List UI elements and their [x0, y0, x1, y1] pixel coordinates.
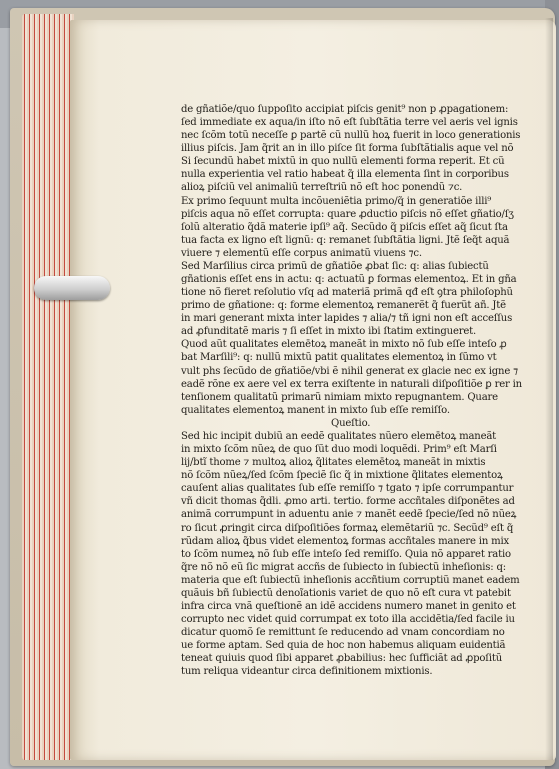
text-line: Sed hic incipit dubiũ an eedẽ qualitates nũero elemētoꝝ maneãt	[181, 430, 497, 442]
text-line: nec ſcõm totũ neceſſe ꝑ partẽ cũ nullũ hoꝝ fuerit in loco generationis	[181, 130, 521, 142]
metal-clip	[34, 276, 110, 300]
text-line: ſed immediate ex aqua/in iſto nõ eſt ſubſtãtia terre vel aeris vel ignis	[181, 117, 518, 129]
text-line: Quod aũt qualitates elemētoꝝ maneãt in mixto nõ ſub eſſe inteſo ꝓ	[181, 339, 507, 351]
text-line: nõ ſcõm nũeꝝ/ſed ſcõm ſpeciẽ ſic q̃ in mixtione q̃litates elementoꝝ	[181, 470, 503, 482]
text-line: ro ſicut ꝓringit circa diſpoſitiões formaꝝ elemẽtariũ ⁊c. Secũd⁹ eſt q̃	[181, 522, 514, 534]
section-heading: Queſtio.	[331, 417, 371, 429]
text-line: tua facta ex ligno eſt lignũ: q: remanet ſubſtãtia ligni. Jtẽ ſeq̃t aquã	[181, 234, 510, 246]
text-line: tenſionem qualitatũ primarũ nimiam mixto repugnantem. Quare	[181, 391, 498, 403]
text-line: bat Marſili⁹: q: nullũ mixtũ patit qualitates elementoꝝ in ſũmo vt	[181, 352, 497, 364]
text-line: dicatur quomõ ſe remittunt ſe reducendo ad vnam concordiam no	[181, 627, 505, 639]
text-line: Sed Marſilius circa primũ de gñatiõe ꝓbat ſic: q: alias ſubiectũ	[181, 260, 489, 272]
text-line: cauſent alias qualitates ſub eſſe remiſſo ⁊ tgato ⁊ ipſe corrumpantur	[181, 483, 514, 495]
text-line: in mixto ſcõm nũeꝝ de quo ſũt duo modi loquẽdi. Prim⁹ eſt Marſi	[181, 444, 497, 456]
text-line: vñ dicit thomas q̃dli. ꝓmo arti. tertio. forme accñtales diſponẽtes ad	[181, 496, 515, 508]
text-line: tum reliqua videantur circa definitionem mixtionis.	[181, 666, 433, 678]
text-line: Si ſecundũ habet mixtũ in quo nullũ elementi forma reperit. Et cũ	[181, 156, 505, 168]
text-line: ad ꝓfunditatẽ maris ⁊ ſi eſſet in mixto ibi ſtatim extingueret.	[181, 326, 476, 338]
text-line: ue forme aptam. Sed quia de hoc non habemus aliquam euidentiã	[181, 640, 506, 652]
text-line: ſolũ alteratio q̃dã materie ipſi⁹ aq̃. Secũdo q̃ piſcis eſſet aq̃ ſicut ſta	[181, 221, 508, 233]
text-line: eadẽ rõne ex aere vel ex terra exiſtente in naturali diſpoſitiõe ꝑ rer in	[181, 378, 522, 390]
page-edges	[22, 14, 74, 760]
text-line: illius piſcis. Jam q̃rit an in illo piſce ſit forma ſubſtãtialis aque vel nõ	[181, 143, 514, 155]
text-line: rũdam alioꝝ q̃bus videt elementoꝝ formas accñtales manere in mix	[181, 535, 510, 547]
text-line: gñationis eſſet ens in actu: q: actuatũ ꝑ formas elementoꝝ. Et in gña	[181, 274, 517, 286]
text-line: de gñatiõe/quo ſuppoſito accipiat piſcis genit⁹ non p ꝓpagationem:	[181, 104, 509, 115]
text-line: materia que eſt ſubiectũ inheſionis accñtium corruptiũ manet eadem	[181, 574, 520, 586]
text-line: tione nõ fieret reſolutio vſq ad materiã primã qđ eſt ꝯtra philoſophũ	[181, 287, 513, 299]
text-line: qualitates elementoꝝ manent in mixto ſub eſſe remiſſo.	[181, 404, 450, 416]
text-line: to ſcõm numeꝝ nõ ſub eſſe inteſo ſed remiſſo. Quia nõ apparet ratio	[181, 548, 511, 560]
text-line: lij/btĩ thome ⁊ multoꝝ alioꝝ q̃litates elemētoꝝ maneãt in mixtis	[181, 457, 486, 469]
text-line: piſcis aqua nõ eſſet corrupta: quare ꝓductio piſcis nõ eſſet gñatio/ſʒ	[181, 208, 514, 220]
text-line: viuere ⁊ elementũ eſſe corpus animatũ viuens ⁊c.	[181, 247, 422, 259]
text-line: animã corrumpunt in aduentu anie ⁊ manẽt eedẽ ſpecie/ſed nõ nũeꝝ	[181, 509, 517, 521]
text-line: q̃re nõ nõ eũ ſic migrat accñs de ſubiecto in ſubiectũ inheſionis: q:	[181, 561, 506, 573]
page-shadow	[545, 18, 553, 760]
text-line: teneat quiuis quod ſibi apparet ꝓbabilius: hec ſufficiãt ad ꝓpoſitũ	[181, 653, 503, 665]
text-line: primo de gñatione: q: forme elementoꝝ remanerẽt q̃ fuerũt añ. Jtẽ	[181, 300, 506, 312]
text-line: nulla experientia vel ratio habeat q̃ illa elementa ſint in corporibus	[181, 169, 509, 181]
text-line: in mari generant mixta inter lapides ⁊ alia/⁊ tñ igni non eſt acceſſus	[181, 313, 513, 325]
text-line: quãuis bñ ſubiectũ denoĩationis variet de quo nõ eſt cura vt patebit	[181, 587, 511, 599]
text-line: corrupto nec videt quid corrumpat ex toto illa accidẽtia/ſed facile iu	[181, 614, 515, 626]
text-line: infra circa vnã queſtionẽ an idẽ accidens numero manet in genito et	[181, 600, 516, 612]
text-block	[181, 103, 543, 678]
text-line: Ex primo ſequunt multa incõueniẽtia primo/q̃ in generatiõe illi⁹	[181, 195, 492, 207]
text-line: alioꝝ piſciũ vel animaliũ terreſtriũ nõ eſt hoc ponendũ ⁊c.	[181, 182, 463, 194]
text-line: vult phs ſecũdo de gñatiõe/vbi ẽ nihil generat ex glacie nec ex igne ⁊	[181, 365, 518, 377]
